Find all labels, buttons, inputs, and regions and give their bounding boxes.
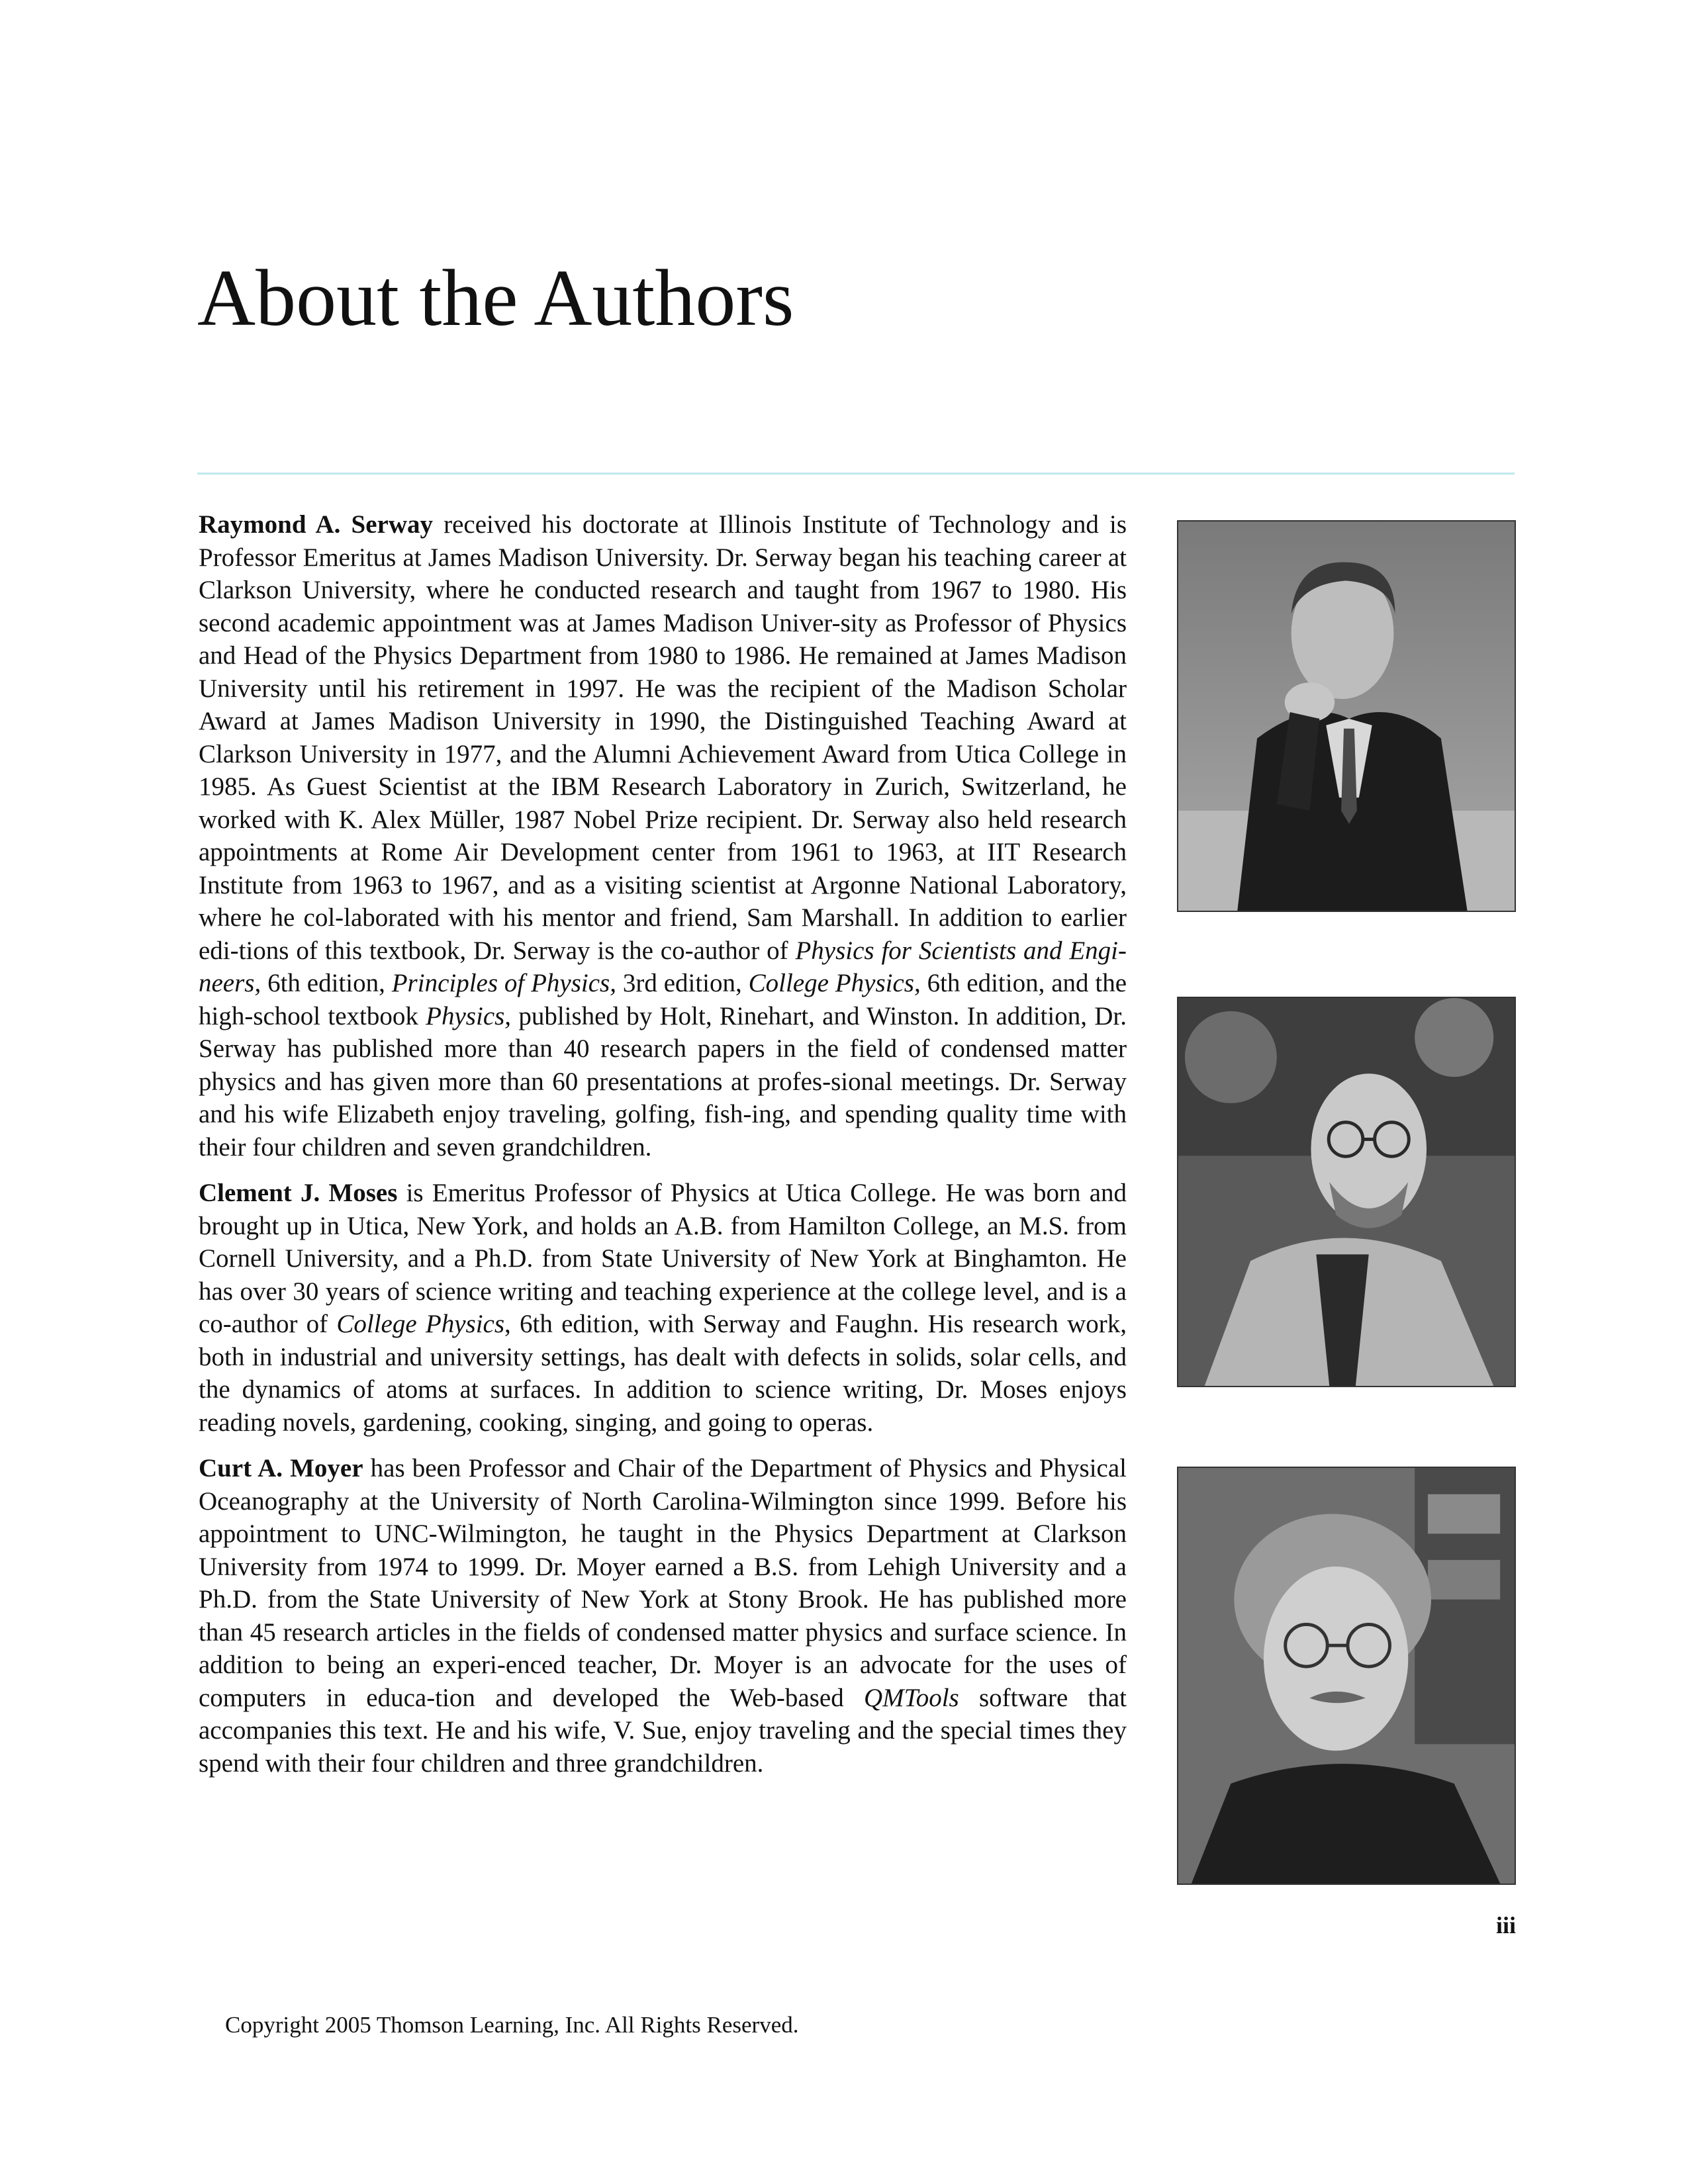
book-title: College Physics,	[748, 969, 921, 997]
author-bios	[199, 508, 1127, 1793]
book-title: Physics for Scientists and Engi-neers,	[199, 936, 1127, 997]
bio-moses: Clement J. Moses is Emeritus Professor of Physics at Utica College. He was born and brought up in Utica, New York, and holds an A.B. from Hamilton College, an M.S. from Cornell University, and a Ph.D. from State University of New York at Binghamton. He has over 30 years of science writing and teaching experience at the college level, and is a co-author of College Physics, 6th edition, with Serway and Faughn. His research work, both in industrial and university settings, has dealt with defects in solids, solar cells, and the dynamics of atoms at surfaces. In addition to science writing, Dr. Moses enjoys reading novels, gardening, cooking, singing, and going to operas.	[199, 1179, 1127, 1437]
book-title: College Physics	[336, 1310, 505, 1338]
bio-serway: Raymond A. Serway received his doctorate at Illinois Institute of Technology and is Professor Emeritus at James Madison University. Dr. Serway began his teaching career at Clarkson University, where he conducted research and taught from 1967 to 1980. His second academic appointment was at James Madison Univer-sity as Professor of Physics and Head of the Physics Department from 1980 to 1986. He remained at James Madison University until his retirement in 1997. He was the recipient of the Madison Scholar Award at James Madison University in 1990, the Distinguished Teaching Award at Clarkson University in 1977, and the Alumni Achievement Award from Utica College in 1985. As Guest Scientist at the IBM Research Laboratory in Zurich, Switzerland, he worked with K. Alex Müller, 1987 Nobel Prize recipient. Dr. Serway also held research appointments at Rome Air Development center from 1961 to 1963, at IIT Research Institute from 1963 to 1967, and as a visiting scientist at Argonne National Laboratory, where he col-laborated with his mentor and friend, Sam Marshall. In addition to earlier edi-tions of this textbook, Dr. Serway is the co-author of Physics for Scientists and Engi-neers, 6th edition, Principles of Physics, 3rd edition, College Physics, 6th edition, and the high-school textbook Physics, published by Holt, Rinehart, and Winston. In addition, Dr. Serway has published more than 40 research papers in the field of condensed matter physics and has given more than 60 presentations at profes-sional meetings. Dr. Serway and his wife Elizabeth enjoy traveling, golfing, fish-ing, and spending quality time with their four children and seven grandchildren.	[199, 510, 1127, 1161]
author-photo-serway	[1177, 520, 1516, 912]
title-divider	[197, 473, 1515, 475]
book-title: Principles of Physics,	[391, 969, 616, 997]
software-title: QMTools	[863, 1683, 959, 1712]
copyright-footer: Copyright 2005 Thomson Learning, Inc. All Rights Reserved.	[225, 2012, 799, 2038]
author-name: Raymond A. Serway	[199, 510, 434, 539]
book-title: Physics,	[426, 1001, 512, 1030]
author-name: Curt A. Moyer	[199, 1454, 363, 1482]
page-title: About the Authors	[197, 253, 794, 343]
bio-moyer: Curt A. Moyer has been Professor and Chair of the Department of Physics and Physical Oceanography at the University of North Carolina-Wilmington since 1999. Before his appointment to UNC-Wilmington, he taught in the Physics Department at Clarkson University from 1974 to 1999. Dr. Moyer earned a B.S. from Lehigh University and a Ph.D. from the State University of New York at Stony Brook. He has published more than 45 research articles in the fields of condensed matter physics and surface science. In addition to being an experi-enced teacher, Dr. Moyer is an advocate for the uses of computers in educa-tion and developed the Web-based QMTools software that accompanies this text. He and his wife, V. Sue, enjoy traveling and the special times they spend with their four children and three grandchildren.	[199, 1454, 1127, 1778]
author-photo-moses	[1177, 997, 1516, 1387]
page-number: iii	[1495, 1912, 1516, 1938]
author-photo-moyer	[1177, 1467, 1516, 1885]
author-name: Clement J. Moses	[199, 1179, 398, 1207]
